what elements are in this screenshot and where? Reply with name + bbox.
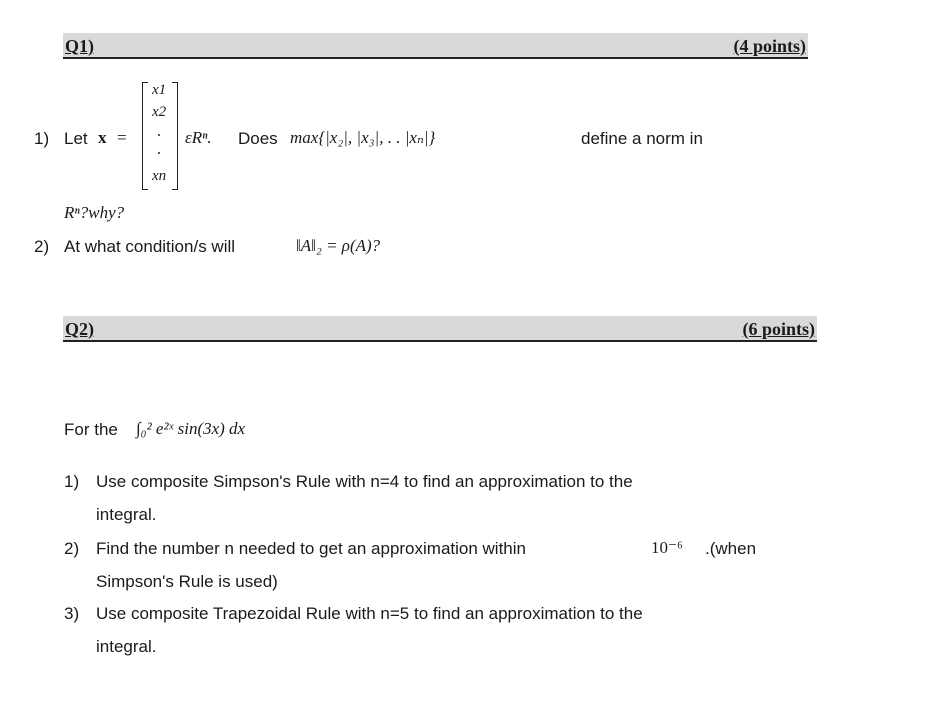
q1-item1-cont: Rⁿ?why? — [64, 203, 125, 222]
q1-item1-define: define a norm in — [581, 129, 703, 148]
q2-item3-line1: Use composite Trapezoidal Rule with n=5 to find an approximation to the — [96, 604, 643, 623]
q2-item2-line2: Simpson's Rule is used) — [96, 572, 278, 591]
matrix-left-bracket — [142, 82, 148, 190]
matrix-entry-n: xn — [152, 168, 167, 184]
q1-item1-does: Does — [238, 129, 278, 148]
vector-matrix — [142, 82, 178, 190]
q1-points: (4 points) — [733, 36, 806, 56]
q2-item1-line1: Use composite Simpson's Rule with n=4 to find an approximation to the — [96, 472, 633, 491]
matrix-right-bracket — [172, 82, 178, 190]
matrix-dot-2 — [158, 152, 160, 154]
q2-item2-line1a: Find the number n needed to get an approximation within — [96, 539, 526, 558]
q1-item2-text: At what condition/s will — [64, 237, 236, 256]
q2-item1-line2: integral. — [96, 505, 157, 524]
q2-header — [63, 316, 817, 342]
q2-label: Q2) — [65, 319, 94, 339]
q1-item1-x-bold: x — [98, 128, 107, 147]
q1-item1-in-rn: εRⁿ. — [185, 128, 212, 147]
q1-item1-let: Let — [64, 129, 88, 148]
q1-label: Q1) — [65, 36, 94, 56]
q2-item2-power: 10⁻⁶ — [651, 538, 683, 557]
q1-item1-max-expr: max{|x₂|, |x₃|, . . |xₙ|} — [290, 128, 436, 147]
matrix-entry-1: x1 — [152, 82, 167, 98]
q2-points: (6 points) — [742, 319, 815, 339]
q2-for-the: For the — [64, 420, 118, 439]
q1-header — [63, 33, 808, 59]
q2-item3-number: 3) — [64, 604, 80, 623]
q1-item2-expr: ‖A‖₂ = ρ(A)? — [296, 236, 381, 255]
q2-item2-number: 2) — [64, 539, 80, 558]
q2-item1-number: 1) — [64, 472, 80, 491]
matrix-dot-1 — [158, 134, 160, 136]
q1-item1-number: 1) — [34, 129, 50, 148]
q1-item1-equals: = — [117, 128, 127, 147]
q1-item2-number: 2) — [34, 237, 50, 256]
q2-integral: ∫₀² e²ˣ sin(3x) dx — [136, 419, 246, 438]
q2-item3-line2: integral. — [96, 637, 157, 656]
matrix-entry-2: x2 — [152, 104, 167, 120]
q2-item2-line1b: .(when — [705, 539, 757, 558]
